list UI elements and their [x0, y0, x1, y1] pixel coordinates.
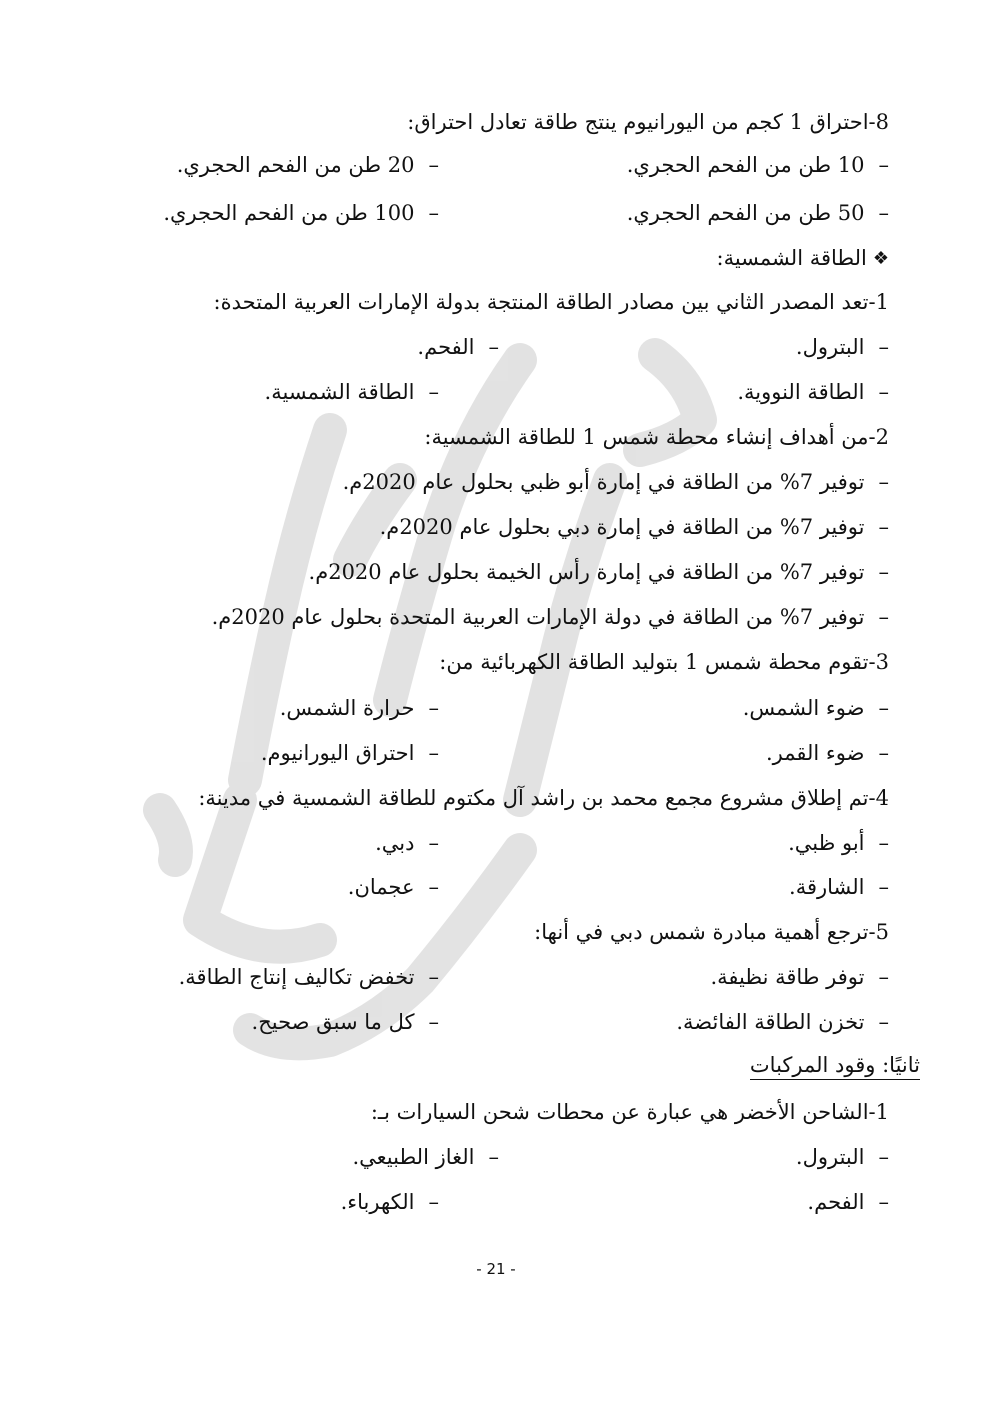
- solar-q5-option-a[interactable]: – توفر طاقة نظيفة.: [710, 965, 889, 989]
- solar-q2-option-c[interactable]: – توفير 7% من الطاقة في إمارة رأس الخيمة بحلول عام 2020م.: [308, 560, 889, 584]
- q8-options-row-2: [60, 193, 889, 233]
- q8-question: [60, 102, 889, 142]
- q8-text: 8-احتراق 1 كجم من اليورانيوم ينتج طاقة تعادل احتراق:: [407, 110, 889, 134]
- vehicles-heading: ثانيًا: وقود المركبات: [60, 1046, 920, 1086]
- solar-q4-option-c[interactable]: – الشارقة.: [789, 875, 889, 899]
- solar-q2-question: 2-من أهداف إنشاء محطة شمس 1 للطاقة الشمسية:: [424, 425, 889, 449]
- solar-q1-option-a[interactable]: – البترول.: [795, 335, 889, 359]
- solar-q2-option-row-d: [60, 597, 889, 637]
- solar-q3-option-b[interactable]: – حرارة الشمس.: [279, 696, 439, 720]
- vehicles-q1-option-d[interactable]: – الكهرباء.: [340, 1190, 439, 1214]
- solar-q5-option-d[interactable]: – كل ما سبق صحيح.: [251, 1010, 439, 1034]
- q8-option-a[interactable]: – 10 طن من الفحم الحجري.: [626, 153, 889, 177]
- vehicles-q1-option-a[interactable]: – البترول.: [795, 1145, 889, 1169]
- solar-q2-option-a[interactable]: – توفير 7% من الطاقة في إمارة أبو ظبي بحلول عام 2020م.: [342, 470, 889, 494]
- vehicles-q1-options-row-2: [60, 1182, 889, 1222]
- solar-q5-option-c[interactable]: – تخزن الطاقة الفائضة.: [676, 1010, 889, 1034]
- solar-q1-options-row-2: [60, 372, 889, 412]
- solar-q5-option-b[interactable]: – تخفض تكاليف إنتاج الطاقة.: [178, 965, 439, 989]
- solar-q4-options-row-1: [60, 823, 889, 863]
- solar-q2-option-b[interactable]: – توفير 7% من الطاقة في إمارة دبي بحلول عام 2020م.: [379, 515, 889, 539]
- diamond-bullet-icon: ❖: [872, 247, 889, 269]
- page-number: - 21 -: [476, 1260, 516, 1278]
- solar-q3-options-row-2: [60, 733, 889, 773]
- solar-q1-option-c[interactable]: – الطاقة النووية.: [737, 380, 889, 404]
- solar-q3-option-d[interactable]: – احتراق اليورانيوم.: [260, 741, 439, 765]
- solar-q4-options-row-2: [60, 867, 889, 907]
- solar-q4-question: 4-تم إطلاق مشروع مجمع محمد بن راشد آل مكتوم للطاقة الشمسية في مدينة:: [198, 786, 889, 810]
- q8-options-row-1: [60, 145, 889, 185]
- solar-q3-option-c[interactable]: – ضوء القمر.: [766, 741, 889, 765]
- solar-q2-option-row-c: [60, 552, 889, 592]
- solar-q4-option-b[interactable]: – دبي.: [375, 831, 439, 855]
- vehicles-q1-option-c[interactable]: – الفحم.: [807, 1190, 889, 1214]
- solar-q5-options-row-2: [60, 1002, 889, 1042]
- solar-q1-question: 1-تعد المصدر الثاني بين مصادر الطاقة المنتجة بدولة الإمارات العربية المتحدة:: [213, 290, 889, 314]
- solar-q2-option-d[interactable]: – توفير 7% من الطاقة في دولة الإمارات العربية المتحدة بحلول عام 2020م.: [211, 605, 889, 629]
- solar-q4-option-d[interactable]: – عجمان.: [347, 875, 439, 899]
- solar-q3-option-a[interactable]: – ضوء الشمس.: [742, 696, 889, 720]
- solar-q2-option-row-b: [60, 507, 889, 547]
- solar-q4-option-a[interactable]: – أبو ظبي.: [788, 831, 889, 855]
- q8-option-d[interactable]: – 100 طن من الفحم الحجري.: [163, 201, 439, 225]
- solar-q5-options-row-1: [60, 957, 889, 997]
- solar-heading: ❖ الطاقة الشمسية:: [716, 246, 889, 270]
- solar-q3-question: 3-تقوم محطة شمس 1 بتوليد الطاقة الكهربائية من:: [439, 650, 889, 674]
- q8-option-c[interactable]: – 50 طن من الفحم الحجري.: [626, 201, 889, 225]
- solar-q3-options-row-1: [60, 688, 889, 728]
- solar-q1-option-b[interactable]: – الفحم.: [417, 335, 499, 359]
- q8-option-b[interactable]: – 20 طن من الفحم الحجري.: [176, 153, 439, 177]
- solar-q1-option-d[interactable]: – الطاقة الشمسية.: [264, 380, 439, 404]
- vehicles-q1-options-row-1: [60, 1137, 889, 1177]
- vehicles-q1-option-b[interactable]: – الغاز الطبيعي.: [352, 1145, 499, 1169]
- vehicles-q1-question: 1-الشاحن الأخضر هي عبارة عن محطات شحن السيارات بـ:: [370, 1100, 889, 1124]
- solar-q5-question: 5-ترجع أهمية مبادرة شمس دبي في أنها:: [534, 920, 889, 944]
- solar-q2-option-row-a: [60, 462, 889, 502]
- solar-q1-options-row-1: [60, 327, 889, 367]
